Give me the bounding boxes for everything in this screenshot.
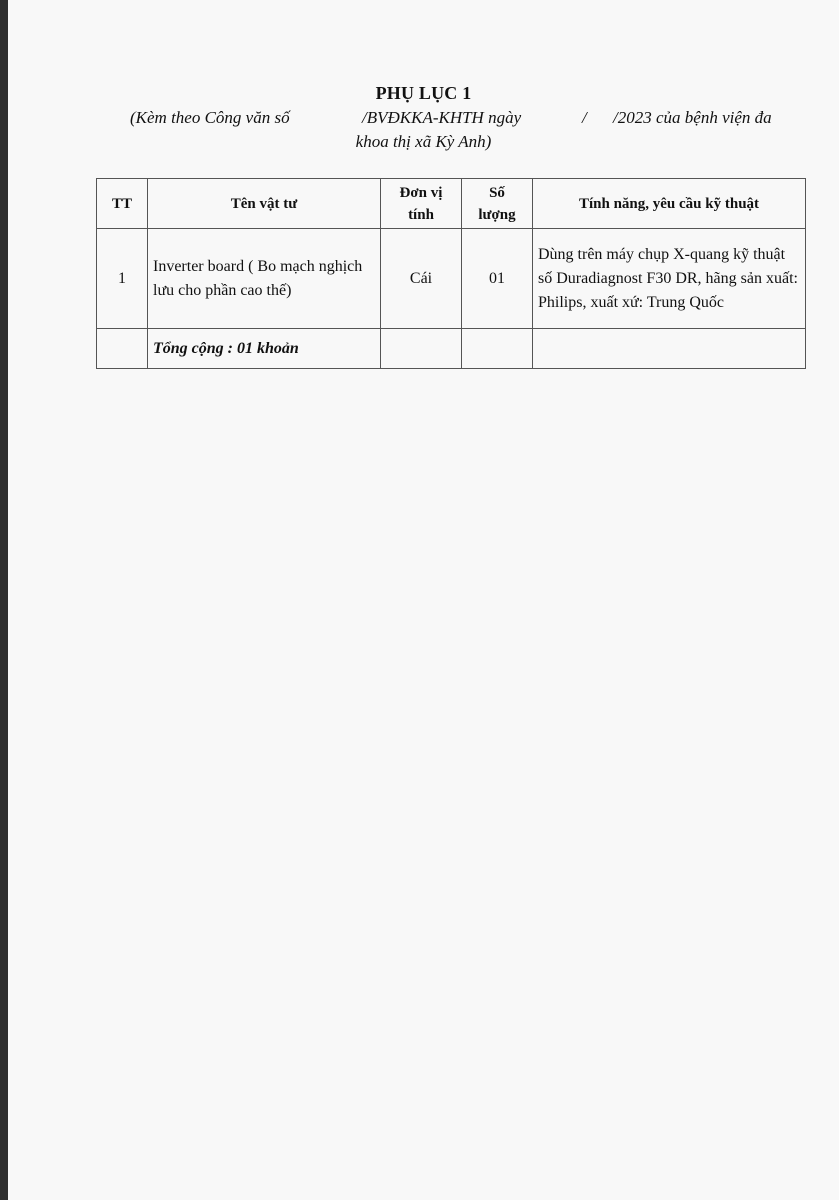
subtitle-part4: /2023 của bệnh viện đa — [613, 108, 772, 127]
cell-total-empty-spec — [533, 329, 806, 369]
header-qty — [462, 179, 533, 229]
cell-total: Tổng cộng : 01 khoản — [148, 329, 381, 369]
cell-total-empty-unit — [381, 329, 462, 369]
header-name: Tên vật tư — [148, 179, 381, 229]
header-unit — [381, 179, 462, 229]
header-qty-line1: Số — [489, 184, 505, 201]
subtitle-part2: /BVĐKKA-KHTH ngày — [362, 108, 522, 127]
document-page — [8, 0, 839, 1200]
document-title: PHỤ LỤC 1 — [375, 83, 472, 103]
supplies-table — [96, 178, 806, 369]
header-tt: TT — [97, 179, 148, 229]
page-shadow-edge — [0, 0, 8, 1200]
header-unit-line2: tính — [408, 206, 434, 223]
cell-total-empty-tt — [97, 329, 148, 369]
subtitle-part3: / — [582, 108, 587, 127]
header-qty-line2: lượng — [478, 206, 516, 223]
cell-spec: Dùng trên máy chụp X-quang kỹ thuật số Duradiagnost F30 DR, hãng sản xuất: Philips, xuất xứ: Trung Quốc — [533, 229, 806, 329]
cell-tt: 1 — [97, 229, 148, 329]
cell-name: Inverter board ( Bo mạch nghịch lưu cho phần cao thế) — [148, 229, 381, 329]
header-spec: Tính năng, yêu cầu kỹ thuật — [533, 179, 806, 229]
subtitle-part1: (Kèm theo Công văn số — [130, 108, 290, 127]
cell-unit: Cái — [381, 229, 462, 329]
header-unit-line1: Đơn vị — [399, 184, 443, 201]
cell-total-empty-qty — [462, 329, 533, 369]
table-header-row — [97, 179, 806, 229]
cell-qty: 01 — [462, 229, 533, 329]
table-row — [97, 229, 806, 329]
document-subtitle-line2: khoa thị xã Kỳ Anh) — [355, 132, 492, 151]
table-total-row — [97, 329, 806, 369]
